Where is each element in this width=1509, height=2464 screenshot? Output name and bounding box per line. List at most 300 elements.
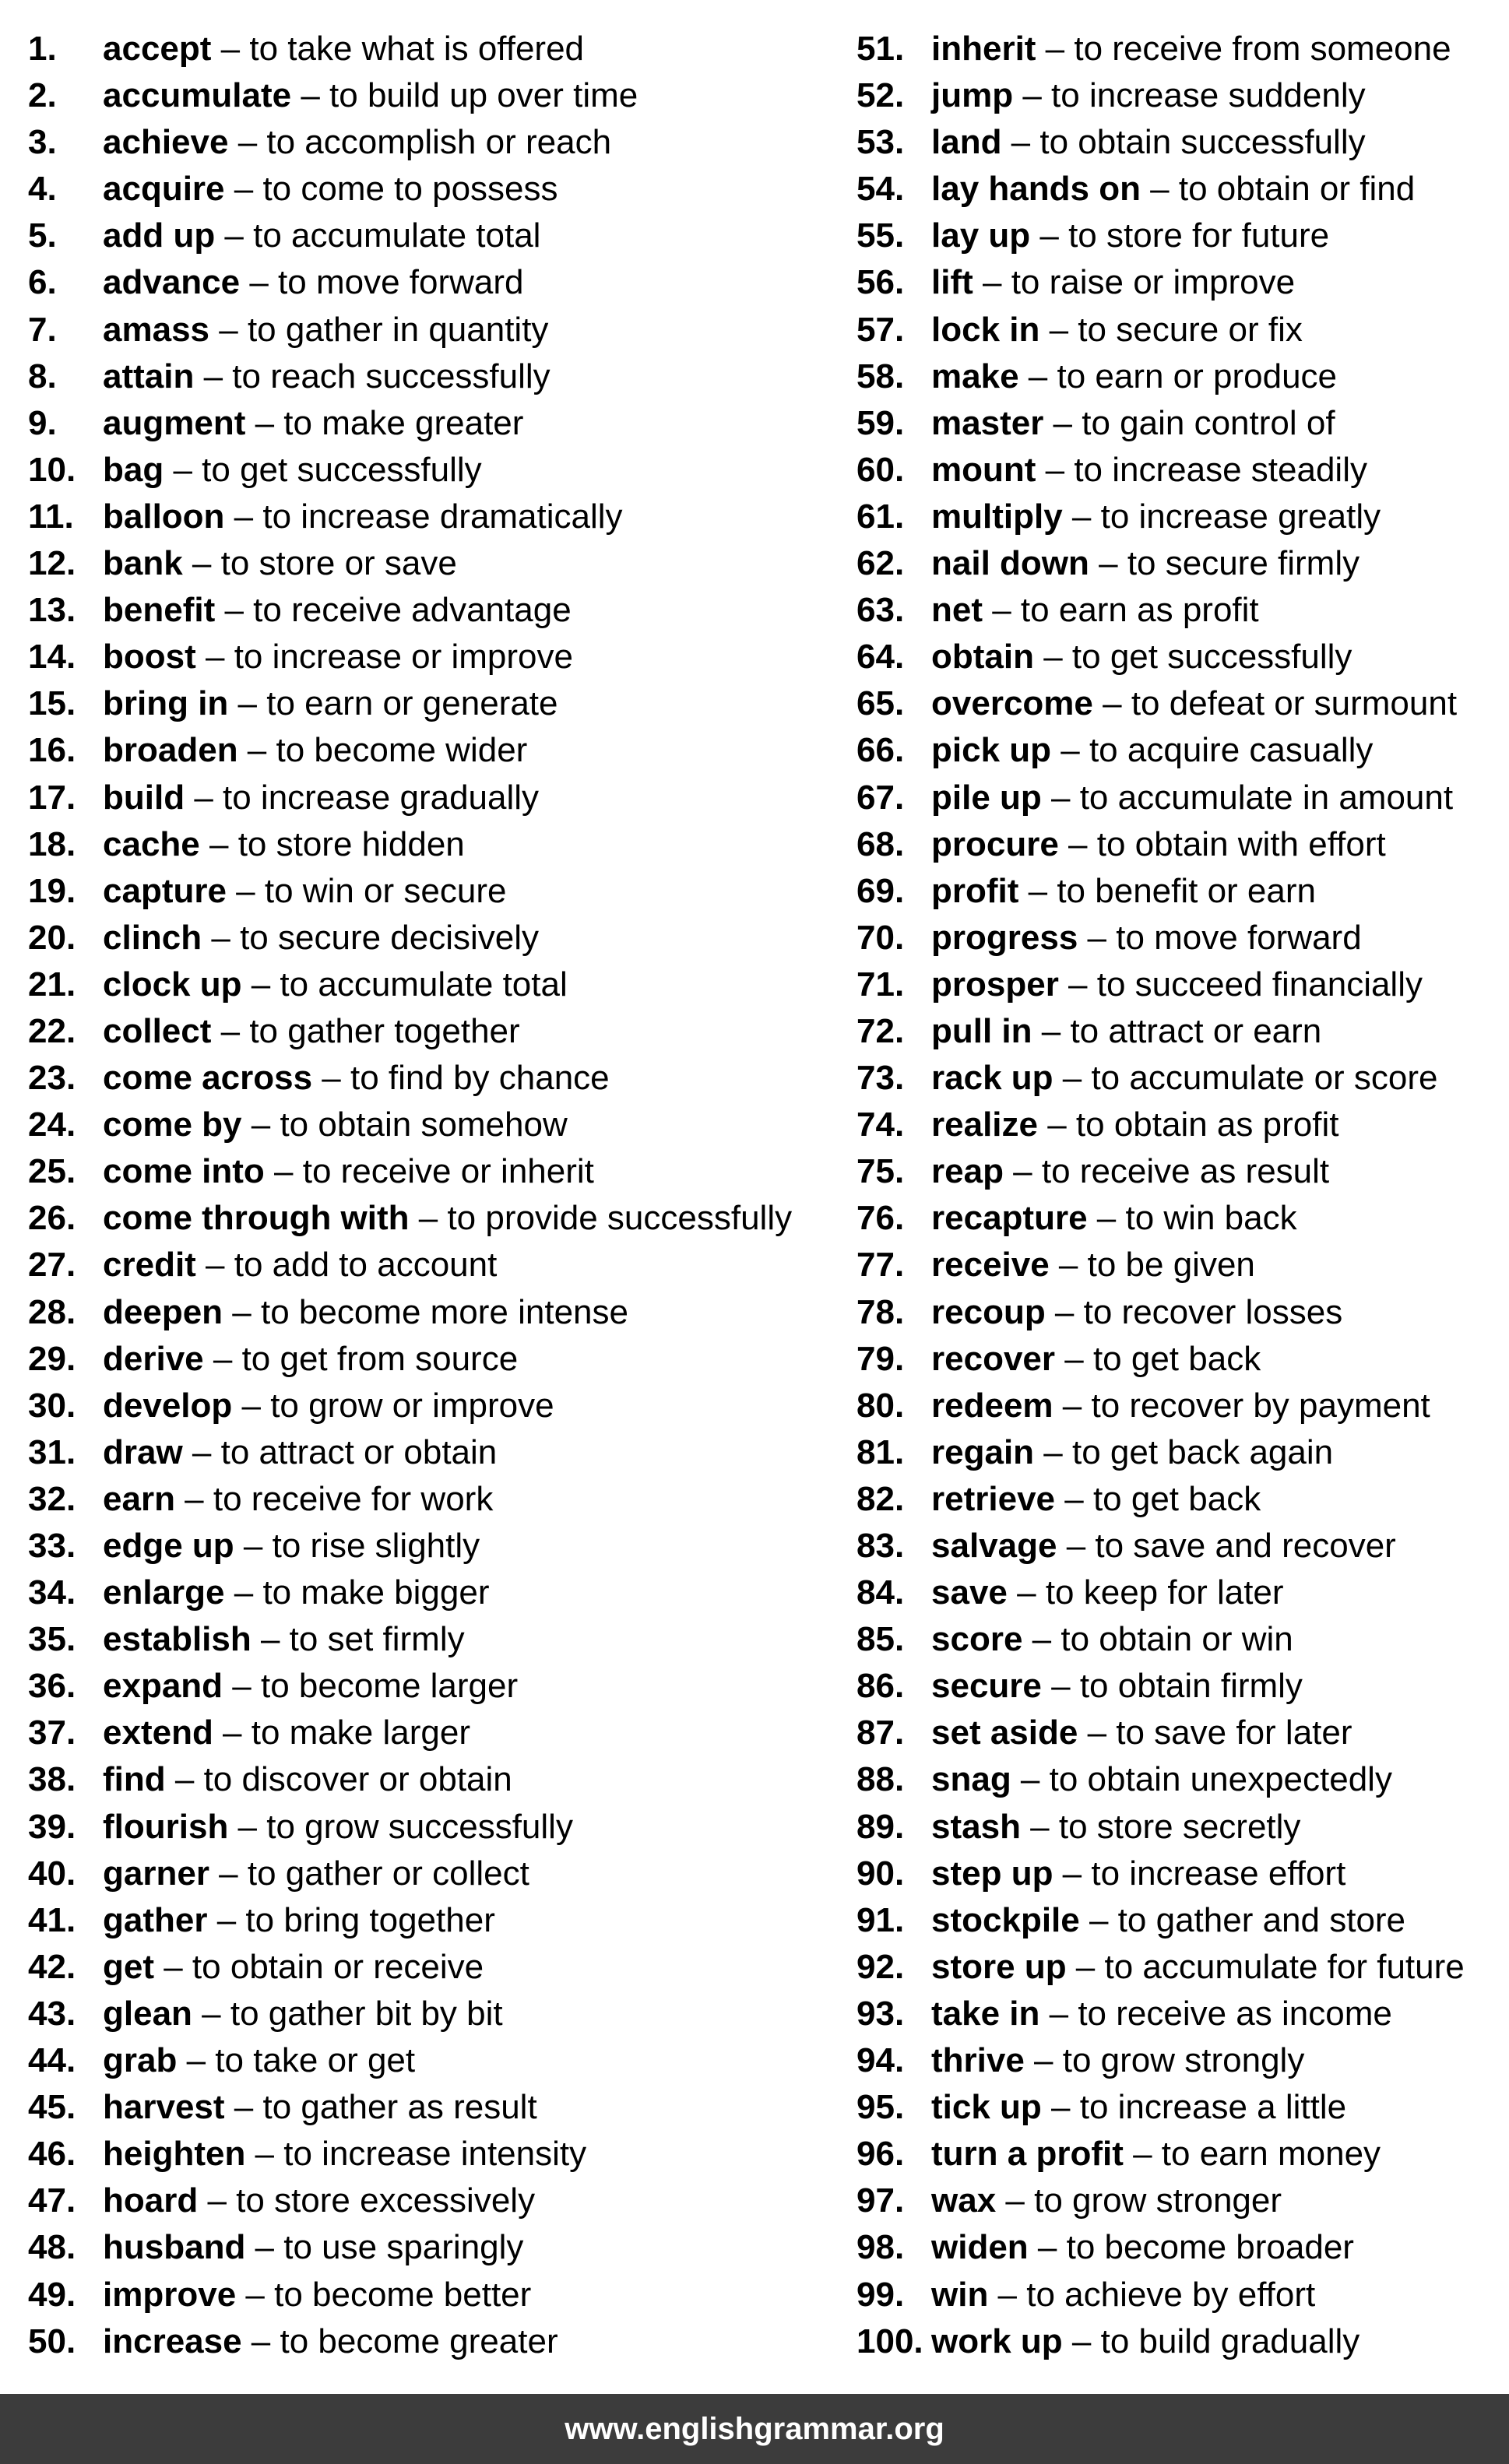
entry-separator: – bbox=[1018, 357, 1057, 395]
entry-word: grab bbox=[103, 2041, 178, 2080]
entry-text bbox=[103, 72, 638, 119]
entry-text bbox=[103, 1242, 497, 1288]
entry-separator: – bbox=[1018, 871, 1057, 910]
word-entry bbox=[28, 2272, 814, 2318]
entry-separator: – bbox=[223, 1667, 261, 1706]
entry-separator: – bbox=[192, 1994, 230, 2033]
entry-definition: to gain control of bbox=[1082, 403, 1335, 442]
word-entry bbox=[28, 1102, 814, 1148]
entry-word: salvage bbox=[931, 1527, 1057, 1565]
word-entry bbox=[28, 961, 814, 1008]
entry-word: tick up bbox=[931, 2088, 1042, 2127]
entry-definition: to obtain as profit bbox=[1075, 1105, 1339, 1144]
entry-definition: to gather and store bbox=[1117, 1900, 1406, 1939]
entry-definition: to accumulate total bbox=[280, 965, 568, 1004]
entry-definition: to increase a little bbox=[1079, 2088, 1347, 2127]
entry-definition: to gather as result bbox=[262, 2088, 537, 2127]
entry-number: 73. bbox=[857, 1059, 905, 1098]
entry-text bbox=[931, 1804, 1300, 1851]
entry-definition: to make bigger bbox=[262, 1573, 490, 1612]
entry-word: mount bbox=[931, 450, 1036, 489]
entry-definition: to keep for later bbox=[1045, 1573, 1284, 1612]
entry-number: 2. bbox=[28, 76, 57, 115]
entry-number: 10. bbox=[28, 450, 76, 489]
entry-text bbox=[103, 1383, 554, 1429]
entry-text bbox=[103, 1195, 792, 1242]
entry-number: 67. bbox=[857, 778, 905, 817]
word-entry bbox=[857, 2272, 1495, 2318]
entry-definition: to secure firmly bbox=[1127, 544, 1360, 583]
word-entry bbox=[28, 540, 814, 587]
entry-text bbox=[931, 1055, 1438, 1102]
entry-separator: – bbox=[1041, 1667, 1080, 1706]
entry-number: 13. bbox=[28, 591, 76, 630]
entry-definition: to recover losses bbox=[1083, 1292, 1343, 1331]
entry-number: 32. bbox=[28, 1479, 76, 1518]
entry-word: broaden bbox=[103, 731, 238, 770]
entry-definition: to obtain unexpectedly bbox=[1049, 1760, 1392, 1799]
entry-word: lock in bbox=[931, 310, 1040, 349]
entry-separator: – bbox=[1087, 1199, 1126, 1238]
entry-number: 55. bbox=[857, 216, 905, 255]
entry-separator: – bbox=[237, 731, 276, 770]
entry-definition: to move forward bbox=[1116, 918, 1362, 957]
entry-separator: – bbox=[1123, 2135, 1162, 2174]
word-entry bbox=[28, 166, 814, 213]
entry-definition: to accumulate or score bbox=[1091, 1059, 1438, 1098]
entry-number: 22. bbox=[28, 1011, 76, 1050]
entry-number: 43. bbox=[28, 1994, 76, 2033]
word-entry bbox=[857, 2084, 1495, 2131]
entry-number: 27. bbox=[28, 1246, 76, 1285]
entry-text bbox=[103, 1756, 512, 1803]
word-entry bbox=[857, 1851, 1495, 1897]
entry-definition: to store excessively bbox=[236, 2181, 536, 2220]
entry-definition: to increase suddenly bbox=[1051, 76, 1366, 115]
entry-definition: to accumulate in amount bbox=[1079, 778, 1454, 817]
entry-text bbox=[103, 400, 523, 447]
entry-separator: – bbox=[245, 2135, 284, 2174]
entry-number: 93. bbox=[857, 1994, 905, 2033]
entry-separator: – bbox=[164, 450, 202, 489]
entry-word: pick up bbox=[931, 731, 1052, 770]
entry-word: augment bbox=[103, 403, 246, 442]
entry-number: 23. bbox=[28, 1059, 76, 1098]
entry-definition: to achieve by effort bbox=[1026, 2275, 1316, 2314]
entry-separator: – bbox=[223, 1292, 261, 1331]
entry-number: 1. bbox=[28, 30, 57, 68]
entry-text bbox=[103, 213, 540, 259]
entry-text bbox=[931, 587, 1259, 634]
entry-word: cache bbox=[103, 824, 200, 863]
entry-definition: to get successfully bbox=[1071, 638, 1352, 677]
word-entry bbox=[28, 1616, 814, 1663]
entry-separator: – bbox=[228, 1807, 267, 1846]
entry-word: obtain bbox=[931, 638, 1034, 677]
entry-number: 39. bbox=[28, 1807, 76, 1846]
entry-text bbox=[931, 2178, 1282, 2224]
entry-text bbox=[931, 1616, 1293, 1663]
entry-number: 83. bbox=[857, 1527, 905, 1565]
entry-number: 24. bbox=[28, 1105, 76, 1144]
entry-word: land bbox=[931, 123, 1002, 162]
entry-number: 16. bbox=[28, 731, 76, 770]
entry-word: add up bbox=[103, 216, 216, 255]
entry-word: establish bbox=[103, 1620, 252, 1659]
entry-number: 28. bbox=[28, 1292, 76, 1331]
entry-separator: – bbox=[228, 684, 267, 723]
entry-word: benefit bbox=[103, 591, 216, 630]
entry-text bbox=[931, 540, 1360, 587]
entry-word: husband bbox=[103, 2228, 246, 2267]
entry-definition: to accumulate for future bbox=[1104, 1947, 1465, 1986]
entry-definition: to make larger bbox=[251, 1714, 470, 1752]
entry-number: 65. bbox=[857, 684, 905, 723]
entry-separator: – bbox=[1057, 1527, 1096, 1565]
word-entry bbox=[28, 494, 814, 540]
entry-separator: – bbox=[1066, 1947, 1105, 1986]
entry-separator: – bbox=[1036, 30, 1075, 68]
entry-definition: to obtain with effort bbox=[1096, 824, 1386, 863]
word-entry bbox=[28, 1336, 814, 1383]
word-entry bbox=[28, 2131, 814, 2178]
word-entry bbox=[28, 72, 814, 119]
entry-number: 99. bbox=[857, 2275, 905, 2314]
entry-definition: to build gradually bbox=[1100, 2322, 1360, 2360]
entry-definition: to earn or produce bbox=[1057, 357, 1338, 395]
entry-number: 57. bbox=[857, 310, 905, 349]
entry-text bbox=[103, 1851, 529, 1897]
entry-separator: – bbox=[988, 2275, 1027, 2314]
entry-separator: – bbox=[194, 357, 233, 395]
entry-definition: to win or secure bbox=[264, 871, 507, 910]
entry-word: nail down bbox=[931, 544, 1089, 583]
entry-definition: to grow strongly bbox=[1062, 2041, 1305, 2080]
entry-definition: to attract or obtain bbox=[220, 1432, 498, 1471]
entry-separator: – bbox=[1036, 450, 1075, 489]
entry-text bbox=[103, 2318, 558, 2365]
entry-number: 61. bbox=[857, 497, 905, 536]
entry-definition: to gather bit by bit bbox=[230, 1994, 503, 2033]
word-entry bbox=[28, 2037, 814, 2084]
entry-definition: to gather or collect bbox=[247, 1854, 529, 1893]
entry-word: stash bbox=[931, 1807, 1021, 1846]
entry-word: bring in bbox=[103, 684, 229, 723]
entry-text bbox=[103, 2131, 586, 2178]
entry-text bbox=[931, 1710, 1352, 1756]
entry-number: 63. bbox=[857, 591, 905, 630]
word-entry bbox=[28, 1523, 814, 1569]
entry-text bbox=[931, 1148, 1329, 1195]
word-entry bbox=[28, 1710, 814, 1756]
entry-number: 98. bbox=[857, 2228, 905, 2267]
entry-text bbox=[103, 1991, 503, 2037]
entry-definition: to set firmly bbox=[289, 1620, 465, 1659]
word-entry bbox=[857, 400, 1495, 447]
entry-text bbox=[103, 1897, 495, 1944]
entry-separator: – bbox=[224, 1573, 263, 1612]
entry-number: 21. bbox=[28, 965, 76, 1004]
entry-definition: to receive or inherit bbox=[302, 1152, 594, 1191]
entry-definition: to win back bbox=[1125, 1199, 1297, 1238]
entry-separator: – bbox=[1058, 824, 1097, 863]
entry-definition: to become wider bbox=[276, 731, 528, 770]
entry-number: 14. bbox=[28, 638, 76, 677]
entry-text bbox=[931, 26, 1451, 72]
word-entry bbox=[857, 1756, 1495, 1803]
entry-definition: to obtain somehow bbox=[280, 1105, 568, 1144]
entry-text bbox=[931, 1195, 1297, 1242]
entry-text bbox=[103, 961, 568, 1008]
word-entry bbox=[28, 775, 814, 821]
entry-definition: to build up over time bbox=[329, 76, 638, 115]
entry-definition: to earn or generate bbox=[266, 684, 558, 723]
word-entry bbox=[857, 1663, 1495, 1710]
entry-definition: to benefit or earn bbox=[1057, 871, 1316, 910]
entry-text bbox=[931, 2224, 1354, 2271]
entry-number: 45. bbox=[28, 2088, 76, 2127]
entry-separator: – bbox=[215, 591, 254, 630]
entry-separator: – bbox=[409, 1199, 448, 1238]
entry-word: turn a profit bbox=[931, 2135, 1124, 2174]
entry-word: lay hands on bbox=[931, 170, 1141, 209]
entry-separator: – bbox=[245, 2228, 284, 2267]
entry-number: 68. bbox=[857, 824, 905, 863]
entry-separator: – bbox=[1034, 1432, 1072, 1471]
entry-text bbox=[103, 2272, 531, 2318]
entry-text bbox=[931, 1102, 1338, 1148]
word-entry bbox=[28, 2224, 814, 2271]
entry-number: 12. bbox=[28, 544, 76, 583]
entry-word: amass bbox=[103, 310, 210, 349]
entry-definition: to become more intense bbox=[260, 1292, 629, 1331]
entry-text bbox=[931, 1991, 1392, 2037]
entry-definition: to receive as income bbox=[1078, 1994, 1392, 2033]
entry-word: thrive bbox=[931, 2041, 1025, 2080]
entry-word: harvest bbox=[103, 2088, 225, 2127]
entry-definition: to gather together bbox=[249, 1011, 520, 1050]
entry-separator: – bbox=[1058, 965, 1097, 1004]
entry-definition: to store secretly bbox=[1058, 1807, 1301, 1846]
entry-text bbox=[103, 494, 623, 540]
word-entry bbox=[857, 540, 1495, 587]
entry-number: 71. bbox=[857, 965, 905, 1004]
entry-number: 52. bbox=[857, 76, 905, 115]
entry-definition: to save for later bbox=[1116, 1714, 1352, 1752]
entry-word: lift bbox=[931, 263, 973, 302]
entry-separator: – bbox=[1007, 1573, 1046, 1612]
word-entry bbox=[857, 1569, 1495, 1616]
entry-word: come through with bbox=[103, 1199, 410, 1238]
entry-separator: – bbox=[199, 824, 238, 863]
entry-number: 37. bbox=[28, 1714, 76, 1752]
entry-text bbox=[103, 1710, 470, 1756]
entry-word: earn bbox=[103, 1479, 175, 1518]
entry-text bbox=[103, 307, 548, 353]
entry-number: 36. bbox=[28, 1667, 76, 1706]
entry-word: pull in bbox=[931, 1011, 1032, 1050]
footer-url[interactable]: www.englishgrammar.org bbox=[565, 2411, 944, 2446]
entry-number: 78. bbox=[857, 1292, 905, 1331]
word-entry bbox=[857, 353, 1495, 400]
entry-number: 59. bbox=[857, 403, 905, 442]
entry-definition: to receive as result bbox=[1041, 1152, 1330, 1191]
entry-text bbox=[931, 119, 1366, 166]
entry-definition: to rise slightly bbox=[272, 1527, 480, 1565]
entry-number: 4. bbox=[28, 170, 57, 209]
entry-separator: – bbox=[1013, 76, 1052, 115]
entry-text bbox=[931, 1944, 1465, 1991]
entry-word: collect bbox=[103, 1011, 212, 1050]
entry-definition: to obtain successfully bbox=[1039, 123, 1366, 162]
word-entry bbox=[28, 1242, 814, 1288]
word-entry bbox=[857, 2037, 1495, 2084]
entry-separator: – bbox=[983, 591, 1021, 630]
entry-definition: to secure decisively bbox=[240, 918, 540, 957]
entry-word: win bbox=[931, 2275, 989, 2314]
entry-separator: – bbox=[312, 1059, 350, 1098]
entry-word: accept bbox=[103, 30, 212, 68]
entry-separator: – bbox=[211, 1011, 250, 1050]
entry-word: acquire bbox=[103, 170, 225, 209]
entry-text bbox=[931, 2318, 1360, 2365]
entry-definition: to reach successfully bbox=[232, 357, 550, 395]
word-entry bbox=[28, 2178, 814, 2224]
word-list-right-column bbox=[857, 26, 1495, 2365]
word-entry bbox=[857, 1991, 1495, 2037]
entry-separator: – bbox=[1089, 544, 1127, 583]
entry-number: 34. bbox=[28, 1573, 76, 1612]
entry-definition: to store for future bbox=[1068, 216, 1330, 255]
entry-number: 18. bbox=[28, 824, 76, 863]
entry-text bbox=[103, 915, 539, 961]
entry-text bbox=[931, 680, 1457, 727]
entry-text bbox=[931, 775, 1453, 821]
word-entry bbox=[28, 915, 814, 961]
entry-text bbox=[103, 1289, 628, 1336]
entry-word: store up bbox=[931, 1947, 1067, 1986]
entry-number: 88. bbox=[857, 1760, 905, 1799]
entry-text bbox=[103, 1944, 484, 1991]
entry-separator: – bbox=[291, 76, 330, 115]
word-entry bbox=[857, 1383, 1495, 1429]
entry-word: pile up bbox=[931, 778, 1042, 817]
entry-text bbox=[931, 2084, 1346, 2131]
entry-separator: – bbox=[198, 2181, 237, 2220]
entry-definition: to grow or improve bbox=[270, 1386, 554, 1425]
entry-separator: – bbox=[209, 1854, 248, 1893]
entry-number: 20. bbox=[28, 918, 76, 957]
entry-word: clock up bbox=[103, 965, 242, 1004]
entry-definition: to accomplish or reach bbox=[266, 123, 612, 162]
entry-separator: – bbox=[1003, 1152, 1042, 1191]
word-entry bbox=[857, 1242, 1495, 1288]
entry-separator: – bbox=[1062, 2322, 1101, 2360]
entry-word: accumulate bbox=[103, 76, 292, 115]
word-entry bbox=[28, 727, 814, 774]
entry-separator: – bbox=[232, 1386, 271, 1425]
entry-separator: – bbox=[224, 170, 263, 209]
footer-banner bbox=[0, 2394, 1509, 2464]
word-entry bbox=[857, 259, 1495, 306]
entry-word: redeem bbox=[931, 1386, 1053, 1425]
entry-number: 3. bbox=[28, 123, 57, 162]
entry-definition: to increase dramatically bbox=[262, 497, 623, 536]
word-entry bbox=[28, 1897, 814, 1944]
word-entry bbox=[857, 821, 1495, 868]
entry-number: 75. bbox=[857, 1152, 905, 1191]
entry-separator: – bbox=[203, 1339, 242, 1378]
word-entry bbox=[857, 1055, 1495, 1102]
word-entry bbox=[857, 2131, 1495, 2178]
entry-text bbox=[103, 119, 611, 166]
word-entry bbox=[28, 1383, 814, 1429]
entry-definition: to increase or improve bbox=[234, 638, 573, 677]
word-entry bbox=[28, 587, 814, 634]
word-entry bbox=[857, 2178, 1495, 2224]
entry-text bbox=[103, 1569, 490, 1616]
entry-word: derive bbox=[103, 1339, 204, 1378]
entry-word: stockpile bbox=[931, 1900, 1080, 1939]
entry-word: attain bbox=[103, 357, 195, 395]
entry-text bbox=[931, 2037, 1304, 2084]
entry-word: recapture bbox=[931, 1199, 1088, 1238]
entry-separator: – bbox=[1078, 918, 1117, 957]
entry-text bbox=[931, 494, 1381, 540]
entry-separator: – bbox=[1092, 684, 1131, 723]
entry-text bbox=[931, 1851, 1345, 1897]
entry-separator: – bbox=[973, 263, 1011, 302]
entry-separator: – bbox=[1055, 1479, 1093, 1518]
entry-separator: – bbox=[1039, 1994, 1078, 2033]
word-entry bbox=[857, 1476, 1495, 1523]
entry-word: flourish bbox=[103, 1807, 229, 1846]
entry-definition: to acquire casually bbox=[1089, 731, 1374, 770]
word-entry bbox=[28, 1008, 814, 1055]
entry-number: 9. bbox=[28, 403, 57, 442]
entry-word: glean bbox=[103, 1994, 192, 2033]
entry-number: 77. bbox=[857, 1246, 905, 1285]
word-entry bbox=[28, 634, 814, 680]
word-entry bbox=[857, 1008, 1495, 1055]
entry-separator: – bbox=[241, 1105, 280, 1144]
word-entry bbox=[28, 1055, 814, 1102]
entry-text bbox=[103, 1663, 518, 1710]
entry-number: 25. bbox=[28, 1152, 76, 1191]
entry-number: 5. bbox=[28, 216, 57, 255]
entry-number: 19. bbox=[28, 871, 76, 910]
entry-text bbox=[103, 775, 539, 821]
entry-word: set aside bbox=[931, 1714, 1078, 1752]
entry-text bbox=[931, 1336, 1261, 1383]
word-entry bbox=[857, 2224, 1495, 2271]
entry-definition: to take what is offered bbox=[249, 30, 585, 68]
entry-definition: to make greater bbox=[283, 403, 524, 442]
entry-definition: to get back bbox=[1092, 1479, 1261, 1518]
entry-text bbox=[103, 868, 506, 915]
entry-word: net bbox=[931, 591, 983, 630]
word-entry bbox=[28, 1195, 814, 1242]
entry-number: 29. bbox=[28, 1339, 76, 1378]
entry-word: widen bbox=[931, 2228, 1029, 2267]
word-entry bbox=[857, 1102, 1495, 1148]
entry-definition: to discover or obtain bbox=[203, 1760, 512, 1799]
word-entry bbox=[28, 2084, 814, 2131]
entry-definition: to increase greatly bbox=[1100, 497, 1381, 536]
entry-number: 95. bbox=[857, 2088, 905, 2127]
entry-definition: to obtain firmly bbox=[1079, 1667, 1303, 1706]
word-entry bbox=[28, 821, 814, 868]
